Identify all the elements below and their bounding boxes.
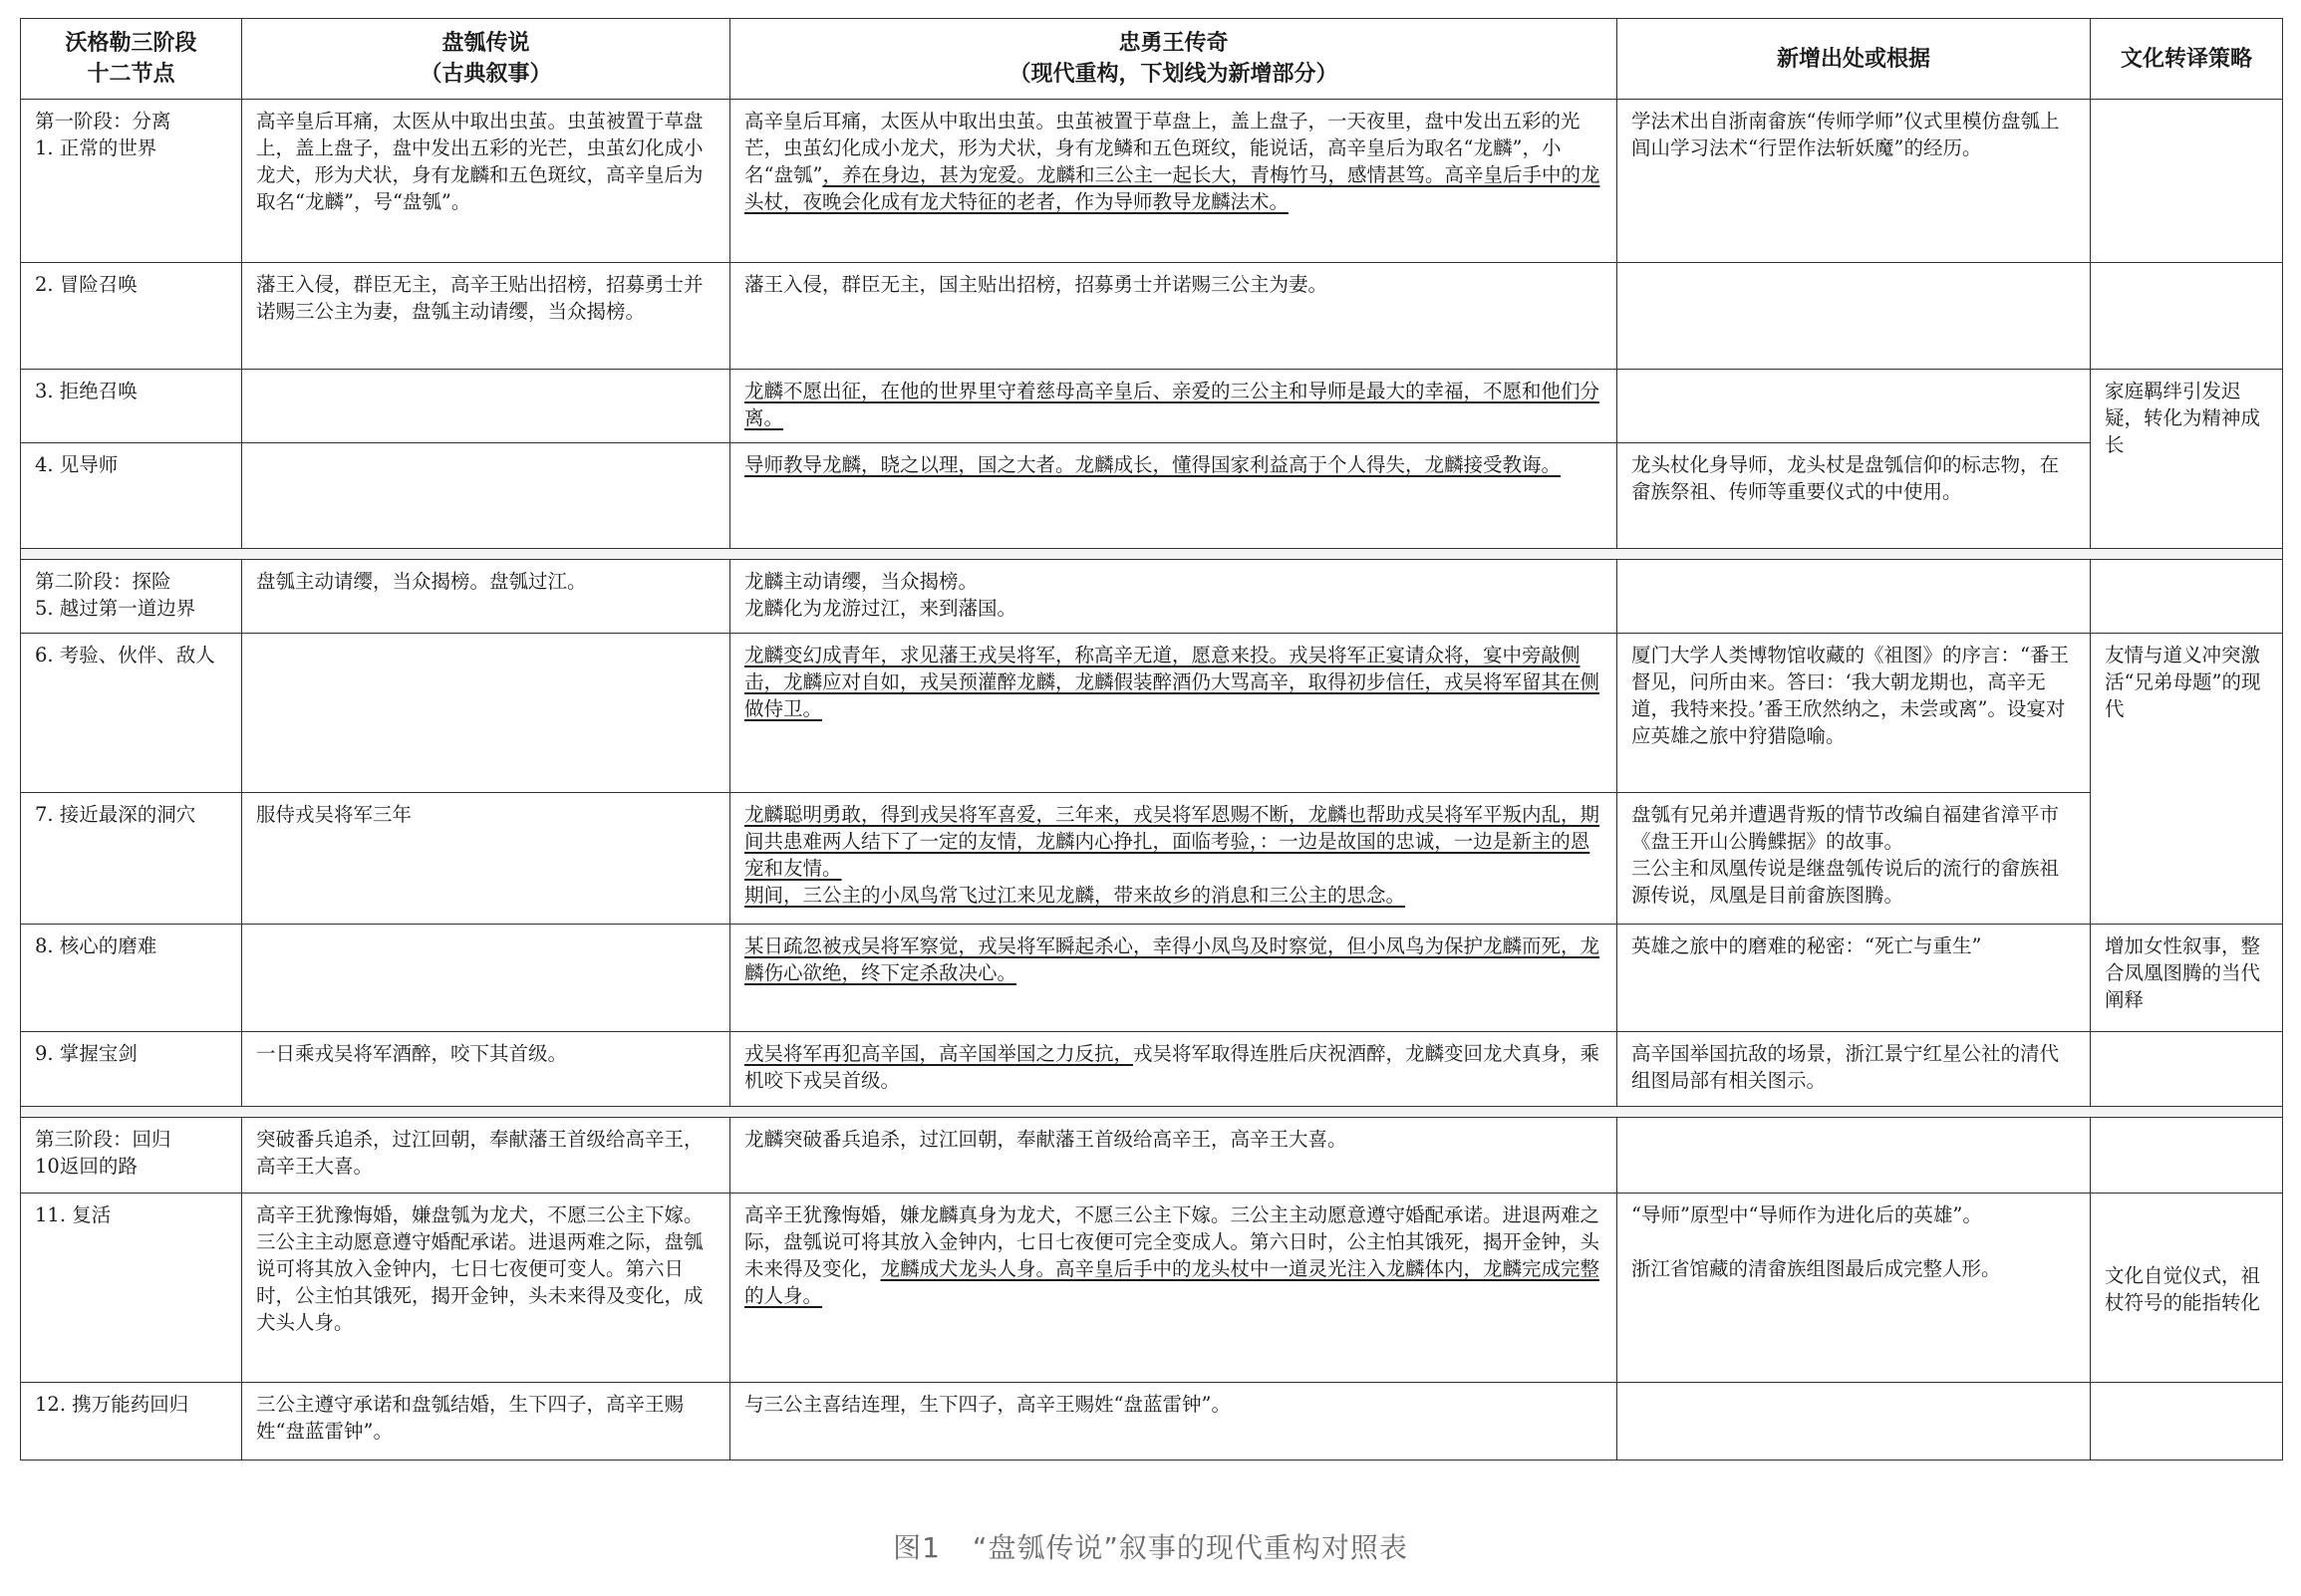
header-strategy: 文化转译策略 xyxy=(2091,19,2283,100)
table-row xyxy=(21,793,2283,925)
modern-added-text: 龙麟成犬龙头人身。高辛皇后手中的龙头杖中一道灵光注入龙麟体内，龙麟完成完整的人身。 xyxy=(744,1257,1600,1307)
table-row xyxy=(21,1032,2283,1107)
modern-cell xyxy=(730,1194,1617,1383)
classic-cell: 一日乘戎吴将军酒醉，咬下其首级。 xyxy=(242,1032,730,1107)
stage-cell: 11. 复活 xyxy=(21,1194,242,1383)
stage-cell: 6. 考验、伙伴、敌人 xyxy=(21,634,242,793)
source-cell xyxy=(1617,370,2091,443)
table-row xyxy=(21,560,2283,634)
classic-cell: 藩王入侵，群臣无主，高辛王贴出招榜，招募勇士并诺赐三公主为妻，盘瓠主动请缨，当众揭榜。 xyxy=(242,263,730,370)
stage-cell: 4. 见导师 xyxy=(21,443,242,549)
source-cell: 盘瓠有兄弟并遭遇背叛的情节改编自福建省漳平市《盘王开山公腾鰈据》的故事。 三公主和凤凰传说是继盘瓠传说后的流行的畲族祖源传说，凤凰是目前畲族图腾。 xyxy=(1617,793,2091,925)
classic-cell: 盘瓠主动请缨，当众揭榜。盘瓠过江。 xyxy=(242,560,730,634)
modern-added-text: 戎吴将军再犯高辛国，高辛国举国之力反抗， xyxy=(744,1042,1134,1065)
stage-cell: 7. 接近最深的洞穴 xyxy=(21,793,242,925)
modern-added-text: 某日疏忽被戎吴将军察觉，戎吴将军瞬起杀心，幸得小凤鸟及时察觉，但小凤鸟为保护龙麟而死，龙麟伤心欲绝，终下定杀敌决心。 xyxy=(744,934,1600,984)
modern-cell xyxy=(730,1032,1617,1107)
classic-cell: 高辛王犹豫悔婚，嫌盘瓠为龙犬，不愿三公主下嫁。三公主主动愿意遵守婚配承诺。进退两难之际，盘瓠说可将其放入金钟内，七日七夜便可变人。第六日时，公主怕其饿死，揭开金钟，头未来得及变化，成犬头人身。 xyxy=(242,1194,730,1383)
source-cell: “导师”原型中“导师作为进化后的英雄”。 浙江省馆藏的清畲族组图最后成完整人形。 xyxy=(1617,1194,2091,1383)
figure-title: “盘瓠传说”叙事的现代重构对照表 xyxy=(972,1531,1408,1564)
source-cell: 高辛国举国抗敌的场景，浙江景宁红星公社的清代组图局部有相关图示。 xyxy=(1617,1032,2091,1107)
strategy-cell: 家庭羁绊引发迟疑，转化为精神成长 xyxy=(2091,370,2283,549)
modern-cell: 与三公主喜结连理，生下四子，高辛王赐姓“盘蓝雷钟”。 xyxy=(730,1383,1617,1461)
strategy-cell xyxy=(2091,263,2283,370)
strategy-cell xyxy=(2091,1118,2283,1194)
modern-text: 高辛皇后耳痛，太医从中取出虫茧。虫茧被置于草盘上，盖上盘子，一天夜里，盘中发出五彩的光芒，虫茧幻化成小龙犬，形为犬状，身有龙鳞和五色斑纹，能说话，高辛皇后为取名“龙麟”，小名“盘瓠” xyxy=(744,110,1581,186)
strategy-cell xyxy=(2091,1032,2283,1107)
classic-cell: 三公主遵守承诺和盘瓠结婚，生下四子，高辛王赐姓“盘蓝雷钟”。 xyxy=(242,1383,730,1461)
classic-cell xyxy=(242,443,730,549)
modern-added-text: ，养在身边，甚为宠爱。龙麟和三公主一起长大，青梅竹马，感情甚笃。高辛皇后手中的龙头杖，夜晚会化成有龙犬特征的老者，作为导师教导龙麟法术。 xyxy=(744,163,1600,213)
modern-cell xyxy=(730,925,1617,1032)
modern-cell xyxy=(730,793,1617,925)
table-row xyxy=(21,100,2283,263)
stage-cell: 12. 携万能药回归 xyxy=(21,1383,242,1461)
source-cell xyxy=(1617,1118,2091,1194)
strategy-cell xyxy=(2091,1383,2283,1461)
strategy-cell: 文化自觉仪式，祖杖符号的能指转化 xyxy=(2091,1194,2283,1383)
modern-cell: 藩王入侵，群臣无主，国主贴出招榜，招募勇士并诺赐三公主为妻。 xyxy=(730,263,1617,370)
modern-added-text: 龙麟聪明勇敢，得到戎吴将军喜爱，三年来，戎吴将军恩赐不断，龙麟也帮助戎吴将军平叛内乱，期间共患难两人结下了一定的友情，龙麟内心挣扎，面临考验，：一边是故国的忠诚，一边是新主的恩宠和友情。 期间，三公主的小凤鸟常飞过江来见龙麟，带来故乡的消息和三公主的思念。 xyxy=(744,803,1600,907)
stage-cell: 第三阶段：回归 10返回的路 xyxy=(21,1118,242,1194)
modern-text: 戎吴将军取得连胜后庆祝酒醉，龙麟变回龙犬真身，乘机咬下戎吴首级。 xyxy=(744,1042,1600,1092)
table-row xyxy=(21,370,2283,443)
strategy-cell xyxy=(2091,100,2283,263)
modern-cell xyxy=(730,634,1617,793)
stage-cell: 9. 掌握宝剑 xyxy=(21,1032,242,1107)
table-row xyxy=(21,634,2283,793)
classic-cell: 服侍戎吴将军三年 xyxy=(242,793,730,925)
source-cell xyxy=(1617,1383,2091,1461)
header-source: 新增出处或根据 xyxy=(1617,19,2091,100)
modern-added-text: 龙麟不愿出征，在他的世界里守着慈母高辛皇后、亲爱的三公主和导师是最大的幸福，不愿和他们分离。 xyxy=(744,380,1600,429)
figure-label: 图1 xyxy=(893,1531,941,1564)
modern-added-text: 龙麟变幻成青年，求见藩王戎吴将军，称高辛无道，愿意来投。戎吴将军正宴请众将，宴中旁敲侧击，龙麟应对自如，戎吴预灌醉龙麟，龙麟假装醉酒仍大骂高辛，取得初步信任，戎吴将军留其在侧做侍卫。 xyxy=(744,644,1600,720)
source-cell: 厦门大学人类博物馆收藏的《祖图》的序言：“番王督见，问所由来。答曰：‘我大朝龙期也，高辛无道，我特来投。’番王欣然纳之，未尝或离”。设宴对应英雄之旅中狩猎隐喻。 xyxy=(1617,634,2091,793)
classic-cell xyxy=(242,634,730,793)
strategy-cell: 友情与道义冲突激活“兄弟母题”的现代 xyxy=(2091,634,2283,925)
figure-caption xyxy=(0,1526,2301,1566)
classic-cell: 高辛皇后耳痛，太医从中取出虫茧。虫茧被置于草盘上，盖上盘子，盘中发出五彩的光芒，虫茧幻化成小龙犬，形为犬状，身有龙麟和五色斑纹，高辛皇后为取名“龙麟”，号“盘瓠”。 xyxy=(242,100,730,263)
source-cell: 学法术出自浙南畲族“传师学师”仪式里模仿盘瓠上闾山学习法术“行罡作法斩妖魔”的经历。 xyxy=(1617,100,2091,263)
stage-divider xyxy=(21,549,2283,560)
classic-cell xyxy=(242,925,730,1032)
modern-cell xyxy=(730,370,1617,443)
source-cell: 龙头杖化身导师，龙头杖是盘瓠信仰的标志物，在畲族祭祖、传师等重要仪式的中使用。 xyxy=(1617,443,2091,549)
table-row xyxy=(21,1118,2283,1194)
source-cell xyxy=(1617,560,2091,634)
table-row xyxy=(21,443,2283,549)
comparison-table xyxy=(20,18,2283,1461)
stage-cell: 第二阶段：探险 5. 越过第一道边界 xyxy=(21,560,242,634)
modern-added-text: 导师教导龙麟，晓之以理，国之大者。龙麟成长，懂得国家利益高于个人得失，龙麟接受教诲。 xyxy=(744,453,1562,476)
modern-cell: 龙麟主动请缨，当众揭榜。 龙麟化为龙游过江，来到藩国。 xyxy=(730,560,1617,634)
stage-cell: 3. 拒绝召唤 xyxy=(21,370,242,443)
stage-divider xyxy=(21,1107,2283,1118)
table-row xyxy=(21,1383,2283,1461)
modern-cell xyxy=(730,100,1617,263)
header-modern: 忠勇王传奇 （现代重构，下划线为新增部分） xyxy=(730,19,1617,100)
modern-text: 高辛王犹豫悔婚，嫌龙麟真身为龙犬，不愿三公主下嫁。三公主主动愿意遵守婚配承诺。进退两难之际，盘瓠说可将其放入金钟内，七日七夜便可完全变成人。第六日时，公主怕其饿死，揭开金钟，头未来得及变化， xyxy=(744,1203,1600,1280)
classic-cell: 突破番兵追杀，过江回朝，奉献藩王首级给高辛王，高辛王大喜。 xyxy=(242,1118,730,1194)
classic-cell xyxy=(242,370,730,443)
table-row xyxy=(21,1194,2283,1383)
strategy-cell: 增加女性叙事，整合凤凰图腾的当代阐释 xyxy=(2091,925,2283,1032)
modern-cell: 龙麟突破番兵追杀，过江回朝，奉献藩王首级给高辛王，高辛王大喜。 xyxy=(730,1118,1617,1194)
stage-cell: 8. 核心的磨难 xyxy=(21,925,242,1032)
table-row xyxy=(21,925,2283,1032)
header-stages: 沃格勒三阶段 十二节点 xyxy=(21,19,242,100)
header-row xyxy=(21,19,2283,100)
stage-cell: 2. 冒险召唤 xyxy=(21,263,242,370)
modern-cell xyxy=(730,443,1617,549)
source-cell: 英雄之旅中的磨难的秘密：“死亡与重生” xyxy=(1617,925,2091,1032)
source-cell xyxy=(1617,263,2091,370)
strategy-cell xyxy=(2091,560,2283,634)
table-row xyxy=(21,263,2283,370)
header-classic: 盘瓠传说 （古典叙事） xyxy=(242,19,730,100)
stage-cell: 第一阶段：分离 1. 正常的世界 xyxy=(21,100,242,263)
